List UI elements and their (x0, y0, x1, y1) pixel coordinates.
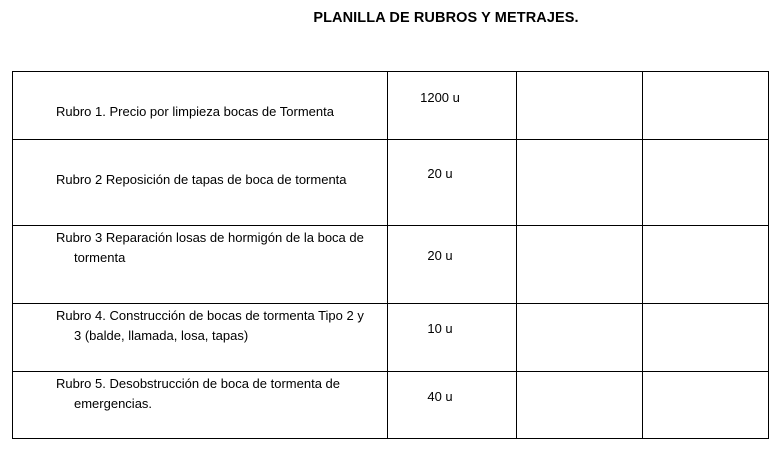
column-divider (642, 72, 643, 438)
row-divider (13, 225, 768, 226)
row-divider (13, 371, 768, 372)
rubro-description: Rubro 1. Precio por limpieza bocas de Tormenta (56, 104, 334, 119)
document-title: PLANILLA DE RUBROS Y METRAJES. (313, 10, 579, 26)
row-divider (13, 139, 768, 140)
rubro-description: Rubro 2 Reposición de tapas de boca de tormenta (56, 172, 347, 187)
row-divider (13, 303, 768, 304)
rubro-description: Rubro 3 Reparación losas de hormigón de la boca de tormenta (56, 230, 364, 265)
rubro-quantity: 1200 u (420, 90, 460, 105)
rubro-description: Rubro 5. Desobstrucción de boca de tormenta de emergencias. (56, 376, 341, 411)
column-divider (516, 72, 517, 438)
rubro-quantity: 20 u (427, 248, 453, 263)
rubro-quantity: 10 u (427, 321, 453, 336)
rubro-quantity: 20 u (427, 166, 453, 181)
rubro-quantity: 40 u (427, 389, 453, 404)
rubro-description: Rubro 4. Construcción de bocas de tormenta Tipo 2 y 3 (balde, llamada, losa, tapas) (56, 308, 364, 343)
